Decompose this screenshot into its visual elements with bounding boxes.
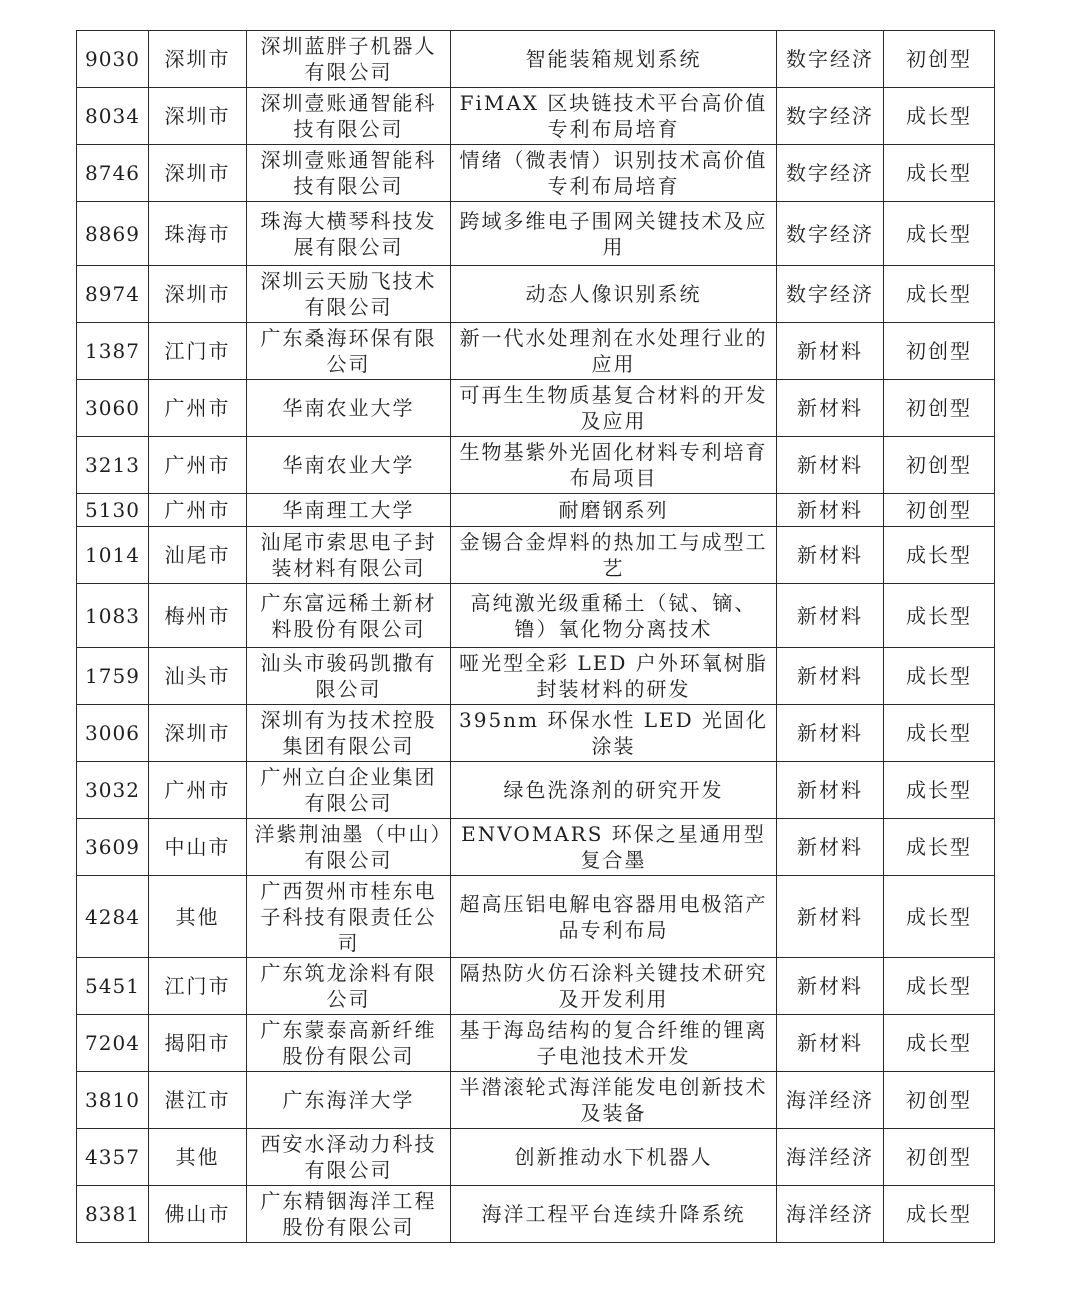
- cell-id: 3060: [77, 380, 149, 437]
- cell-city: 湛江市: [149, 1072, 247, 1129]
- cell-field: 新材料: [777, 1015, 884, 1072]
- cell-type: 成长型: [884, 1186, 995, 1243]
- cell-project: 动态人像识别系统: [451, 266, 777, 323]
- cell-organization: 洋紫荆油墨（中山）有限公司: [247, 819, 451, 876]
- cell-project: 生物基紫外光固化材料专利培育布局项目: [451, 437, 777, 494]
- cell-city: 汕尾市: [149, 527, 247, 584]
- table-row: [77, 958, 995, 1015]
- table-row: [77, 1072, 995, 1129]
- cell-city: 深圳市: [149, 31, 247, 88]
- cell-id: 3810: [77, 1072, 149, 1129]
- cell-organization: 华南理工大学: [247, 494, 451, 527]
- cell-field: 新材料: [777, 494, 884, 527]
- cell-city: 江门市: [149, 958, 247, 1015]
- cell-id: 8869: [77, 202, 149, 266]
- cell-city: 江门市: [149, 323, 247, 380]
- cell-project: 395nm 环保水性 LED 光固化涂装: [451, 705, 777, 762]
- cell-type: 初创型: [884, 494, 995, 527]
- cell-project: 可再生生物质基复合材料的开发及应用: [451, 380, 777, 437]
- cell-organization: 广东精铟海洋工程股份有限公司: [247, 1186, 451, 1243]
- cell-organization: 华南农业大学: [247, 437, 451, 494]
- cell-organization: 广西贺州市桂东电子科技有限责任公司: [247, 876, 451, 958]
- table-row: [77, 876, 995, 958]
- cell-field: 新材料: [777, 648, 884, 705]
- cell-type: 成长型: [884, 1015, 995, 1072]
- table-row: [77, 527, 995, 584]
- cell-field: 新材料: [777, 705, 884, 762]
- cell-organization: 深圳云天励飞技术有限公司: [247, 266, 451, 323]
- cell-id: 9030: [77, 31, 149, 88]
- cell-id: 3006: [77, 705, 149, 762]
- cell-id: 1014: [77, 527, 149, 584]
- cell-organization: 广东蒙泰高新纤维股份有限公司: [247, 1015, 451, 1072]
- cell-field: 新材料: [777, 584, 884, 648]
- cell-organization: 广东桑海环保有限公司: [247, 323, 451, 380]
- table-row: [77, 266, 995, 323]
- cell-field: 新材料: [777, 527, 884, 584]
- cell-city: 其他: [149, 1129, 247, 1186]
- cell-project: 超高压铝电解电容器用电极箔产品专利布局: [451, 876, 777, 958]
- cell-type: 成长型: [884, 762, 995, 819]
- cell-organization: 珠海大横琴科技发展有限公司: [247, 202, 451, 266]
- cell-project: 半潜滚轮式海洋能发电创新技术及装备: [451, 1072, 777, 1129]
- cell-organization: 汕尾市索思电子封装材料有限公司: [247, 527, 451, 584]
- table-row: [77, 705, 995, 762]
- cell-project: 情绪（微表情）识别技术高价值专利布局培育: [451, 145, 777, 202]
- cell-field: 新材料: [777, 762, 884, 819]
- cell-project: FiMAX 区块链技术平台高价值专利布局培育: [451, 88, 777, 145]
- table-row: [77, 437, 995, 494]
- cell-organization: 深圳蓝胖子机器人有限公司: [247, 31, 451, 88]
- cell-type: 成长型: [884, 819, 995, 876]
- cell-type: 初创型: [884, 323, 995, 380]
- cell-organization: 广东筑龙涂料有限公司: [247, 958, 451, 1015]
- cell-city: 珠海市: [149, 202, 247, 266]
- table-row: [77, 1186, 995, 1243]
- cell-project: 绿色洗涤剂的研究开发: [451, 762, 777, 819]
- cell-type: 成长型: [884, 584, 995, 648]
- cell-type: 初创型: [884, 1129, 995, 1186]
- cell-type: 初创型: [884, 437, 995, 494]
- cell-field: 数字经济: [777, 202, 884, 266]
- cell-field: 新材料: [777, 380, 884, 437]
- cell-id: 1759: [77, 648, 149, 705]
- cell-project: 新一代水处理剂在水处理行业的应用: [451, 323, 777, 380]
- cell-project: ENVOMARS 环保之星通用型复合墨: [451, 819, 777, 876]
- table-row: [77, 88, 995, 145]
- cell-organization: 广州立白企业集团有限公司: [247, 762, 451, 819]
- cell-project: 创新推动水下机器人: [451, 1129, 777, 1186]
- table-row: [77, 648, 995, 705]
- cell-field: 数字经济: [777, 88, 884, 145]
- cell-id: 4357: [77, 1129, 149, 1186]
- table-row: [77, 1015, 995, 1072]
- table-row: [77, 145, 995, 202]
- cell-project: 基于海岛结构的复合纤维的锂离子电池技术开发: [451, 1015, 777, 1072]
- table-body: [77, 31, 995, 1243]
- cell-field: 海洋经济: [777, 1072, 884, 1129]
- cell-field: 新材料: [777, 819, 884, 876]
- cell-city: 广州市: [149, 437, 247, 494]
- cell-field: 新材料: [777, 876, 884, 958]
- cell-field: 数字经济: [777, 31, 884, 88]
- cell-city: 汕头市: [149, 648, 247, 705]
- cell-type: 初创型: [884, 380, 995, 437]
- cell-organization: 汕头市骏码凯撒有限公司: [247, 648, 451, 705]
- table-row: [77, 762, 995, 819]
- cell-id: 3032: [77, 762, 149, 819]
- cell-id: 7204: [77, 1015, 149, 1072]
- cell-type: 成长型: [884, 527, 995, 584]
- cell-city: 深圳市: [149, 145, 247, 202]
- cell-city: 深圳市: [149, 705, 247, 762]
- table-row: [77, 1129, 995, 1186]
- cell-organization: 广东海洋大学: [247, 1072, 451, 1129]
- cell-city: 广州市: [149, 494, 247, 527]
- cell-type: 成长型: [884, 876, 995, 958]
- cell-project: 智能装箱规划系统: [451, 31, 777, 88]
- cell-field: 新材料: [777, 958, 884, 1015]
- cell-id: 8034: [77, 88, 149, 145]
- cell-city: 广州市: [149, 762, 247, 819]
- cell-type: 成长型: [884, 145, 995, 202]
- cell-type: 成长型: [884, 648, 995, 705]
- table-row: [77, 323, 995, 380]
- cell-type: 成长型: [884, 958, 995, 1015]
- cell-project: 金锡合金焊料的热加工与成型工艺: [451, 527, 777, 584]
- cell-project: 海洋工程平台连续升降系统: [451, 1186, 777, 1243]
- cell-city: 揭阳市: [149, 1015, 247, 1072]
- cell-city: 佛山市: [149, 1186, 247, 1243]
- cell-type: 成长型: [884, 88, 995, 145]
- cell-field: 数字经济: [777, 145, 884, 202]
- project-list-table: [76, 30, 995, 1243]
- cell-id: 3213: [77, 437, 149, 494]
- table-row: [77, 31, 995, 88]
- cell-project: 跨域多维电子围网关键技术及应用: [451, 202, 777, 266]
- cell-project: 隔热防火仿石涂料关键技术研究及开发利用: [451, 958, 777, 1015]
- table-row: [77, 584, 995, 648]
- cell-organization: 西安水泽动力科技有限公司: [247, 1129, 451, 1186]
- cell-type: 初创型: [884, 1072, 995, 1129]
- cell-project: 耐磨钢系列: [451, 494, 777, 527]
- table-row: [77, 380, 995, 437]
- table-row: [77, 819, 995, 876]
- cell-city: 梅州市: [149, 584, 247, 648]
- cell-id: 1083: [77, 584, 149, 648]
- cell-city: 深圳市: [149, 88, 247, 145]
- cell-project: 哑光型全彩 LED 户外环氧树脂封装材料的研发: [451, 648, 777, 705]
- cell-city: 中山市: [149, 819, 247, 876]
- cell-type: 成长型: [884, 266, 995, 323]
- cell-city: 广州市: [149, 380, 247, 437]
- cell-id: 8746: [77, 145, 149, 202]
- table-row: [77, 494, 995, 527]
- cell-organization: 深圳壹账通智能科技有限公司: [247, 145, 451, 202]
- cell-type: 成长型: [884, 202, 995, 266]
- cell-field: 海洋经济: [777, 1129, 884, 1186]
- cell-project: 高纯激光级重稀土（铽、镝、镥）氧化物分离技术: [451, 584, 777, 648]
- cell-id: 8381: [77, 1186, 149, 1243]
- cell-organization: 华南农业大学: [247, 380, 451, 437]
- cell-city: 其他: [149, 876, 247, 958]
- cell-field: 海洋经济: [777, 1186, 884, 1243]
- cell-type: 初创型: [884, 31, 995, 88]
- cell-organization: 深圳壹账通智能科技有限公司: [247, 88, 451, 145]
- cell-field: 新材料: [777, 323, 884, 380]
- cell-id: 5451: [77, 958, 149, 1015]
- cell-organization: 深圳有为技术控股集团有限公司: [247, 705, 451, 762]
- cell-id: 8974: [77, 266, 149, 323]
- cell-city: 深圳市: [149, 266, 247, 323]
- cell-id: 5130: [77, 494, 149, 527]
- cell-field: 新材料: [777, 437, 884, 494]
- cell-field: 数字经济: [777, 266, 884, 323]
- cell-type: 成长型: [884, 705, 995, 762]
- cell-id: 4284: [77, 876, 149, 958]
- cell-id: 1387: [77, 323, 149, 380]
- table-row: [77, 202, 995, 266]
- cell-id: 3609: [77, 819, 149, 876]
- cell-organization: 广东富远稀土新材料股份有限公司: [247, 584, 451, 648]
